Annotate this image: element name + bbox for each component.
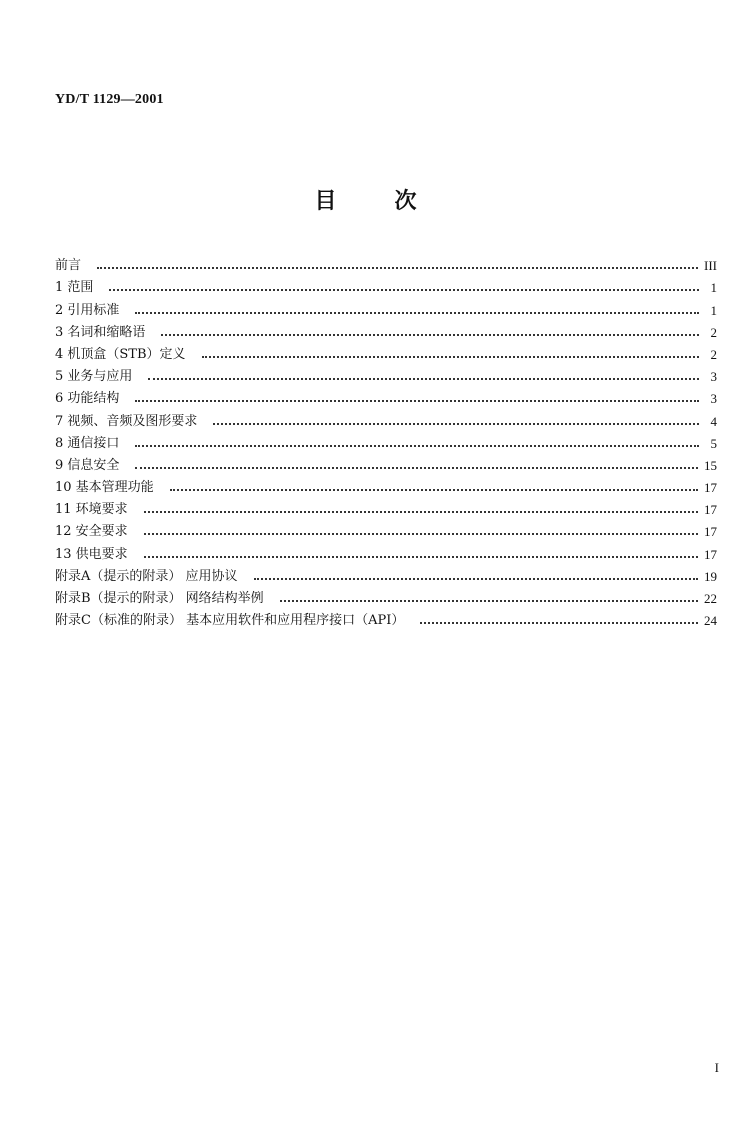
toc-entry-page: 17 bbox=[704, 524, 717, 540]
toc-entry-page: 2 bbox=[710, 346, 717, 362]
toc-entry-safety[interactable] bbox=[55, 518, 717, 540]
toc-entry-stb-definition[interactable] bbox=[55, 341, 717, 363]
toc-entry-scope[interactable] bbox=[55, 274, 717, 296]
toc-entry-page: 15 bbox=[704, 457, 717, 473]
dot-leader bbox=[280, 599, 698, 602]
toc-entry-label: 10 基本管理功能 bbox=[55, 480, 154, 496]
dot-leader bbox=[161, 333, 699, 336]
dot-leader bbox=[202, 355, 699, 358]
toc-entry-page: III bbox=[704, 258, 717, 274]
toc-entry-references[interactable] bbox=[55, 296, 717, 318]
toc-entry-label: 附录A（提示的附录） 应用协议 bbox=[55, 568, 238, 584]
dot-leader bbox=[135, 466, 698, 469]
toc-entry-page: 4 bbox=[710, 413, 717, 429]
dot-leader bbox=[97, 266, 698, 269]
toc-entry-management[interactable] bbox=[55, 474, 717, 496]
toc-entry-terms[interactable] bbox=[55, 319, 717, 341]
toc-entry-page: 1 bbox=[710, 302, 717, 318]
toc-entry-info-security[interactable] bbox=[55, 452, 717, 474]
dot-leader bbox=[420, 621, 698, 624]
dot-leader bbox=[144, 555, 698, 558]
table-of-contents bbox=[55, 252, 717, 629]
page-number: I bbox=[714, 1060, 719, 1075]
toc-entry-label: 5 业务与应用 bbox=[55, 369, 133, 385]
dot-leader bbox=[213, 422, 699, 425]
toc-entry-label: 2 引用标准 bbox=[55, 302, 120, 318]
toc-entry-page: 1 bbox=[710, 280, 717, 296]
toc-entry-page: 17 bbox=[704, 480, 717, 496]
toc-entry-label: 4 机顶盒（STB）定义 bbox=[55, 346, 186, 362]
toc-entry-label: 附录B（提示的附录） 网络结构举例 bbox=[55, 591, 264, 606]
toc-heading-part1: 目 bbox=[314, 189, 337, 214]
toc-entry-label: 附录C（标准的附录） 基本应用软件和应用程序接口（API） bbox=[55, 613, 405, 629]
toc-entry-label: 3 名词和缩略语 bbox=[55, 324, 146, 340]
toc-entry-preface[interactable] bbox=[55, 252, 717, 274]
toc-entry-appendix-c[interactable] bbox=[55, 607, 717, 629]
dot-leader bbox=[254, 577, 698, 580]
dot-leader bbox=[148, 377, 699, 380]
dot-leader bbox=[135, 311, 699, 314]
toc-entry-page: 17 bbox=[704, 502, 717, 518]
toc-entry-functional-structure[interactable] bbox=[55, 385, 717, 407]
toc-entry-power-supply[interactable] bbox=[55, 540, 717, 562]
toc-entry-label: 11 环境要求 bbox=[55, 502, 128, 518]
dot-leader bbox=[144, 532, 698, 535]
toc-entry-label: 8 通信接口 bbox=[55, 435, 120, 451]
toc-entry-appendix-a[interactable] bbox=[55, 563, 717, 585]
toc-entry-page: 22 bbox=[704, 591, 717, 606]
toc-entry-label: 7 视频、音频及图形要求 bbox=[55, 413, 198, 429]
toc-heading-part2: 次 bbox=[394, 189, 417, 214]
toc-entry-page: 3 bbox=[710, 369, 717, 385]
dot-leader bbox=[144, 510, 698, 513]
dot-leader bbox=[170, 488, 698, 491]
toc-entry-av-graphics[interactable] bbox=[55, 407, 717, 429]
toc-entry-page: 5 bbox=[710, 435, 717, 451]
document-code: YD/T 1129—2001 bbox=[55, 92, 164, 107]
toc-entry-label: 9 信息安全 bbox=[55, 457, 120, 473]
toc-entry-page: 24 bbox=[704, 613, 717, 629]
dot-leader bbox=[135, 399, 699, 402]
toc-entry-page: 19 bbox=[704, 568, 717, 584]
toc-entry-environment[interactable] bbox=[55, 496, 717, 518]
toc-entry-label: 前言 bbox=[55, 258, 82, 274]
toc-entry-comm-interface[interactable] bbox=[55, 430, 717, 452]
toc-entry-label: 12 安全要求 bbox=[55, 524, 128, 540]
toc-entry-label: 6 功能结构 bbox=[55, 391, 120, 407]
dot-leader bbox=[135, 444, 699, 447]
toc-entry-services[interactable] bbox=[55, 363, 717, 385]
toc-entry-page: 17 bbox=[704, 546, 717, 562]
toc-entry-appendix-b[interactable] bbox=[55, 585, 717, 607]
toc-entry-page: 2 bbox=[710, 324, 717, 340]
toc-heading bbox=[0, 184, 749, 215]
toc-entry-page: 3 bbox=[710, 391, 717, 407]
dot-leader bbox=[109, 288, 699, 291]
toc-entry-label: 1 范围 bbox=[55, 280, 94, 296]
toc-entry-label: 13 供电要求 bbox=[55, 546, 128, 562]
